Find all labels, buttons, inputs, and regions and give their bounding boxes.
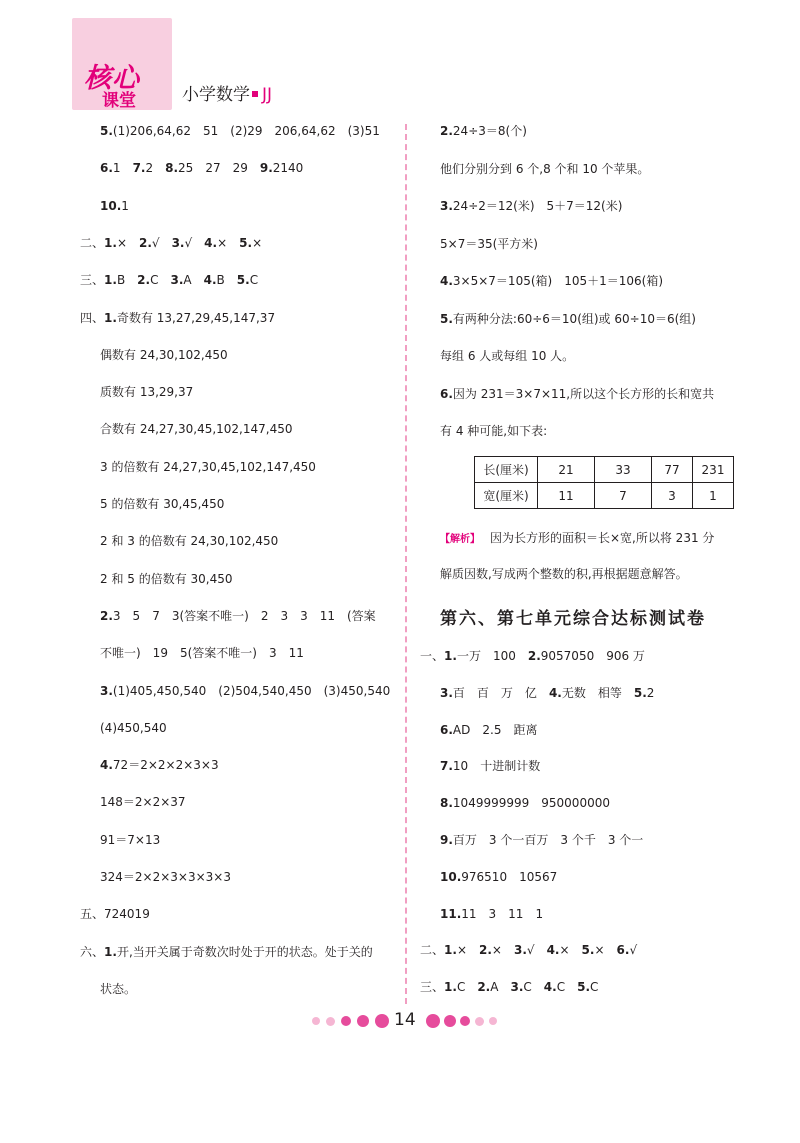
answer-text: 四、 xyxy=(80,310,105,325)
question-number: 6. xyxy=(616,943,630,958)
answer-line xyxy=(100,720,167,736)
answer-text: 2 xyxy=(145,161,166,176)
answer-line xyxy=(440,722,537,738)
table-cell: 3 xyxy=(652,483,693,509)
answer-line xyxy=(440,869,557,885)
subject-header xyxy=(182,80,272,105)
answer-text: 3×5×7＝105(箱) 105＋1＝106(箱) xyxy=(452,274,664,288)
footer-dot xyxy=(357,1015,369,1027)
question-number: 5. xyxy=(633,685,647,700)
answer-text: (1)206,64,62 51 (2)29 206,64,62 (3)51 xyxy=(112,124,380,138)
answer-text: 976510 10567 xyxy=(461,869,558,884)
answer-line xyxy=(100,981,136,997)
answer-text: AD 2.5 距离 xyxy=(452,722,538,737)
question-number: 2. xyxy=(100,608,113,623)
answer-text: × xyxy=(456,943,479,958)
table-row xyxy=(475,457,734,483)
answer-text: 奇数有 13,27,29,45,147,37 xyxy=(116,310,276,325)
question-number: 1. xyxy=(104,944,117,959)
answer-text: 他们分别分到 6 个,8 个和 10 个苹果。 xyxy=(440,161,650,176)
table-cell: 21 xyxy=(538,457,595,483)
answer-line xyxy=(100,421,293,437)
question-number: 2. xyxy=(477,980,491,995)
answer-line xyxy=(100,608,376,624)
analysis-text: 因为长方形的面积＝长×宽,所以将 231 分 xyxy=(490,531,715,545)
footer-dot xyxy=(475,1017,484,1026)
page-number: 14 xyxy=(394,1010,416,1030)
footer-dot xyxy=(326,1017,335,1026)
answer-text: 5×7＝35(平方米) xyxy=(440,236,538,251)
table-cell: 77 xyxy=(652,457,693,483)
question-number: 1. xyxy=(444,649,457,663)
answer-line xyxy=(100,757,219,773)
analysis-line-1 xyxy=(440,530,714,548)
footer-dot xyxy=(426,1014,440,1028)
answer-text: 五、 xyxy=(80,907,105,922)
answer-text: 1 xyxy=(121,198,129,213)
answer-text: 1049999999 950000000 xyxy=(452,796,610,811)
footer-dot xyxy=(341,1016,351,1026)
answer-text: B xyxy=(116,273,138,288)
answer-line xyxy=(100,832,160,848)
answer-line xyxy=(420,648,645,664)
answer-line xyxy=(80,310,275,326)
question-number: 4. xyxy=(548,685,562,700)
answer-line xyxy=(440,311,696,327)
answer-text: 六、 xyxy=(80,944,105,959)
answer-text: 148＝2×2×37 xyxy=(100,795,186,810)
answer-line xyxy=(100,384,193,400)
answer-line xyxy=(100,869,231,885)
answer-text: 11 3 11 1 xyxy=(461,906,544,921)
question-number: 4. xyxy=(546,943,560,958)
question-number: 6. xyxy=(100,161,113,176)
question-number: 11. xyxy=(440,906,462,921)
table-cell: 33 xyxy=(595,457,652,483)
answer-text: 10 十进制计数 xyxy=(452,759,541,774)
logo-top-text: 核心 xyxy=(84,63,140,94)
answer-line xyxy=(100,347,228,363)
answer-line xyxy=(100,683,390,699)
answer-line xyxy=(80,235,262,251)
dimension-table xyxy=(474,456,734,509)
answer-text: 偶数有 24,30,102,450 xyxy=(100,347,228,362)
question-number: 3. xyxy=(440,685,453,700)
answer-line xyxy=(100,645,304,661)
answer-text: 9057050 906 万 xyxy=(540,649,645,663)
answer-text: × xyxy=(491,943,514,958)
answer-text: C xyxy=(523,980,544,995)
answer-text: B xyxy=(216,273,237,288)
answer-line xyxy=(100,198,129,214)
question-number: 1. xyxy=(104,235,117,250)
question-number: 6. xyxy=(440,386,453,401)
question-number: 7. xyxy=(440,759,453,774)
answer-text: (4)450,540 xyxy=(100,720,167,735)
question-number: 3. xyxy=(171,235,185,250)
answer-text: 324＝2×2×3×3×3×3 xyxy=(100,870,231,884)
answer-line xyxy=(100,496,224,512)
question-number: 1. xyxy=(444,943,457,958)
answer-line xyxy=(440,236,538,252)
footer-dot xyxy=(444,1015,456,1027)
answer-text: 24÷3＝8(个) xyxy=(452,124,527,138)
answer-text: 一、 xyxy=(420,649,445,663)
question-number: 10. xyxy=(440,869,462,884)
answer-line xyxy=(80,272,258,288)
question-number: 3. xyxy=(170,273,184,288)
answer-text: 24÷2＝12(米) 5＋7＝12(米) xyxy=(452,199,623,213)
answer-text: 1 xyxy=(112,161,133,176)
question-number: 6. xyxy=(440,722,453,737)
answer-line xyxy=(440,386,714,402)
question-number: 5. xyxy=(100,124,113,138)
answer-text: C xyxy=(249,273,259,288)
answer-line xyxy=(440,423,547,439)
analysis-tag: 【解析】 xyxy=(440,534,480,545)
answer-line xyxy=(440,273,663,289)
answer-text: 无数 相等 xyxy=(561,685,634,700)
answer-text: × xyxy=(252,235,263,250)
question-number: 2. xyxy=(479,943,492,958)
question-number: 8. xyxy=(165,161,179,176)
footer-dot xyxy=(312,1017,320,1025)
answer-line xyxy=(440,161,649,177)
question-number: 7. xyxy=(132,161,146,176)
answer-text: C xyxy=(556,980,578,995)
answer-text: 每组 6 人或每组 10 人。 xyxy=(440,349,575,363)
question-number: 5. xyxy=(239,235,253,250)
question-number: 1. xyxy=(104,273,117,288)
table-cell: 231 xyxy=(693,457,734,483)
question-number: 5. xyxy=(236,273,250,288)
answer-line xyxy=(440,685,654,701)
answer-text: C xyxy=(150,273,171,288)
answer-text: 百万 3 个一百万 3 个千 3 个一 xyxy=(452,833,644,847)
answer-line xyxy=(100,160,303,176)
answer-text: 91＝7×13 xyxy=(100,832,161,847)
answer-text: 72＝2×2×2×3×3 xyxy=(112,758,219,773)
answer-text: × xyxy=(594,943,617,958)
table-cell: 7 xyxy=(595,483,652,509)
column-divider xyxy=(405,124,407,1004)
footer-dot xyxy=(375,1014,389,1028)
subject-label: 小学数学 xyxy=(182,85,250,105)
question-number: 8. xyxy=(440,796,453,811)
question-number: 3. xyxy=(440,199,453,213)
answer-line xyxy=(440,123,527,139)
answer-line xyxy=(440,906,543,922)
question-number: 4. xyxy=(100,758,113,773)
question-number: 2. xyxy=(137,273,151,288)
answer-text: 百 百 万 亿 xyxy=(452,685,549,700)
answer-text: × xyxy=(559,943,582,958)
footer-dot xyxy=(460,1016,470,1026)
question-number: 5. xyxy=(440,311,453,326)
question-number: 3. xyxy=(510,980,524,995)
answer-text: 3 的倍数有 24,27,30,45,102,147,450 xyxy=(100,459,316,474)
answer-text: √ xyxy=(184,235,205,250)
question-number: 4. xyxy=(543,980,557,995)
answer-text: 25 27 29 xyxy=(178,161,260,176)
answer-text: 三、 xyxy=(80,273,105,288)
answer-text: A xyxy=(183,273,204,288)
answer-line xyxy=(440,348,574,364)
answer-line xyxy=(100,533,278,549)
answer-line xyxy=(420,979,598,995)
answer-text: 状态。 xyxy=(100,981,137,996)
edition-label: JJ xyxy=(262,85,273,105)
answer-text: √ xyxy=(526,943,547,958)
answer-line xyxy=(440,795,610,811)
question-number: 2. xyxy=(440,124,453,138)
table-row xyxy=(475,483,734,509)
question-number: 9. xyxy=(440,833,453,847)
question-number: 5. xyxy=(577,980,591,995)
answer-line xyxy=(440,198,622,214)
answer-text: 质数有 13,29,37 xyxy=(100,385,194,400)
answer-line xyxy=(80,906,150,922)
answer-line xyxy=(100,459,316,475)
question-number: 3. xyxy=(100,683,113,698)
answer-text: 三、 xyxy=(420,980,445,995)
answer-line xyxy=(100,123,380,139)
brand-logo xyxy=(72,18,172,110)
table-cell: 1 xyxy=(693,483,734,509)
answer-text: √ xyxy=(629,943,638,958)
answer-line xyxy=(80,944,373,960)
answer-text: × xyxy=(116,235,139,250)
answer-text: 2 和 3 的倍数有 24,30,102,450 xyxy=(100,534,279,549)
section-title: 第六、第七单元综合达标测试卷 xyxy=(440,609,706,629)
question-number: 4. xyxy=(204,235,218,250)
question-number: 5. xyxy=(581,943,595,958)
answer-text: 二、 xyxy=(80,235,105,250)
answer-text: A xyxy=(490,980,511,995)
question-number: 4. xyxy=(440,274,453,288)
square-bullet-icon xyxy=(252,91,258,97)
answer-text: 2140 xyxy=(272,161,304,176)
answer-text: (1)405,450,540 (2)504,540,450 (3)450,540 xyxy=(112,683,391,698)
logo-bottom-text: 课堂 xyxy=(102,91,136,111)
answer-text: 724019 xyxy=(104,907,150,922)
answer-text: 2 xyxy=(646,685,655,700)
question-number: 4. xyxy=(203,273,217,288)
question-number: 1. xyxy=(104,310,117,325)
answer-text: 二、 xyxy=(420,943,445,958)
answer-text: × xyxy=(217,235,240,250)
question-number: 3. xyxy=(513,943,527,958)
answer-line xyxy=(100,571,233,587)
answer-line xyxy=(100,794,186,810)
answer-line xyxy=(440,832,643,848)
answer-text: 开,当开关属于奇数次时处于开的状态。处于关的 xyxy=(116,944,373,959)
answer-text: √ xyxy=(151,235,172,250)
answer-text: 不唯一) 19 5(答案不唯一) 3 11 xyxy=(100,646,304,661)
answer-text: 因为 231＝3×7×11,所以这个长方形的长和宽共 xyxy=(452,386,715,401)
answer-text: 一万 100 xyxy=(456,649,528,663)
answer-line xyxy=(440,758,540,774)
table-cell: 长(厘米) xyxy=(475,457,538,483)
answer-text: 5 的倍数有 30,45,450 xyxy=(100,497,225,511)
table-cell: 11 xyxy=(538,483,595,509)
question-number: 2. xyxy=(139,235,152,250)
answer-line xyxy=(420,942,637,958)
analysis-line-2: 解质因数,写成两个整数的积,再根据题意解答。 xyxy=(440,567,688,581)
table-cell: 宽(厘米) xyxy=(475,483,538,509)
answer-text: 2 和 5 的倍数有 30,450 xyxy=(100,571,233,586)
answer-text: C xyxy=(590,980,599,995)
answer-text: 合数有 24,27,30,45,102,147,450 xyxy=(100,422,293,437)
answer-text: 3 5 7 3(答案不唯一) 2 3 3 11 (答案 xyxy=(112,608,376,623)
answer-text: C xyxy=(456,980,478,995)
question-number: 2. xyxy=(527,649,541,663)
question-number: 9. xyxy=(259,161,273,176)
answer-text: 有 4 种可能,如下表: xyxy=(440,424,548,438)
question-number: 10. xyxy=(100,198,122,213)
answer-text: 有两种分法:60÷6＝10(组)或 60÷10＝6(组) xyxy=(452,311,696,326)
question-number: 1. xyxy=(444,980,457,995)
footer-dot xyxy=(489,1017,497,1025)
